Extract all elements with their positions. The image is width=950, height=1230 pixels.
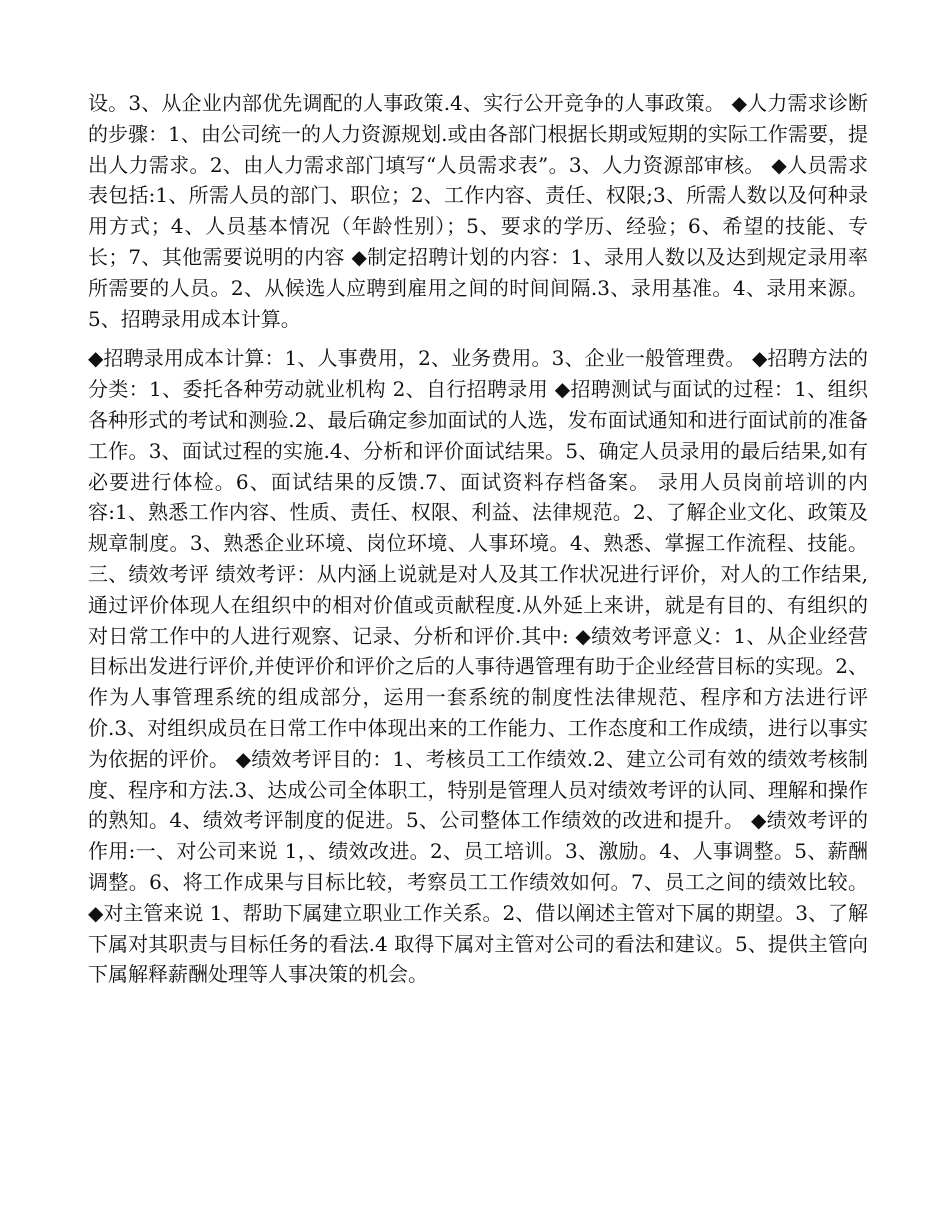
paragraph: ◆招聘录用成本计算：1、人事费用，2、业务费用。3、企业一般管理费。 ◆招聘方法的分类：1、委托各种劳动就业机构 2、自行招聘录用 ◆招聘测试与面试的过程：1、组织各种形式的考试和测验.2、最后确定参加面试的人选，发布面试通知和进行面试前的准备工作。3、面试过程的实施.4、分析和评价面试结果。5、确定人员录用的最后结果,如有必要进行体检。6、面试结果的反馈.7、面试资料存档备案。 录用人员岗前培训的内容:1、熟悉工作内容、性质、责任、权限、利益、法律规范。2、了解企业文化、政策及规章制度。3、熟悉企业环境、岗位环境、人事环境。4、熟悉、掌握工作流程、技能。 三、绩效考评 绩效考评：从内涵上说就是对人及其工作状况进行评价，对人的工作结果,通过评价体现人在组织中的相对价值或贡献程度.从外延上来讲，就是有目的、有组织的对日常工作中的人进行观察、记录、分析和评价.其中: ◆绩效考评意义：1、从企业经营目标出发进行评价,并使评价和评价之后的人事待遇管理有助于企业经营目标的实现。2、作为人事管理系统的组成部分，运用一套系统的制度性法律规范、程序和方法进行评价.3、对组织成员在日常工作中体现出来的工作能力、工作态度和工作成绩，进行以事实为依据的评价。 ◆绩效考评目的：1、考核员工工作绩效.2、建立公司有效的绩效考核制度、程序和方法.3、达成公司全体职工，特别是管理人员对绩效考评的认同、理解和操作的熟知。4、绩效考评制度的促进。5、公司整体工作绩效的改进和提升。 ◆绩效考评的作用:一、对公司来说 1，、绩效改进。2、员工培训。3、激励。4、人事调整。5、薪酬调整。6、将工作成果与目标比较，考察员工工作绩效如何。7、员工之间的绩效比较。 ◆对主管来说 1、帮助下属建立职业工作关系。2、借以阐述主管对下属的期望。3、了解下属对其职责与目标任务的看法.4 取得下属对主管对公司的看法和建议。5、提供主管向下属解释薪酬处理等人事决策的机会。 bbox=[88, 346, 868, 987]
paragraph: 设。3、从企业内部优先调配的人事政策.4、实行公开竞争的人事政策。 ◆人力需求诊断的步骤：1、由公司统一的人力资源规划.或由各部门根据长期或短期的实际工作需要，提出人力需求。2、由人力需求部门填写“人员需求表”。3、人力资源部审核。 ◆人员需求表包括:1、所需人员的部门、职位；2、工作内容、责任、权限;3、所需人数以及何种录用方式；4、人员基本情况（年龄性别）；5、要求的学历、经验；6、希望的技能、专长；7、其他需要说明的内容 ◆制定招聘计划的内容：1、录用人数以及达到规定录用率所需要的人员。2、从候选人应聘到雇用之间的时间间隔.3、录用基准。4、录用来源。5、招聘录用成本计算。 bbox=[88, 91, 868, 331]
document-page bbox=[88, 88, 868, 990]
